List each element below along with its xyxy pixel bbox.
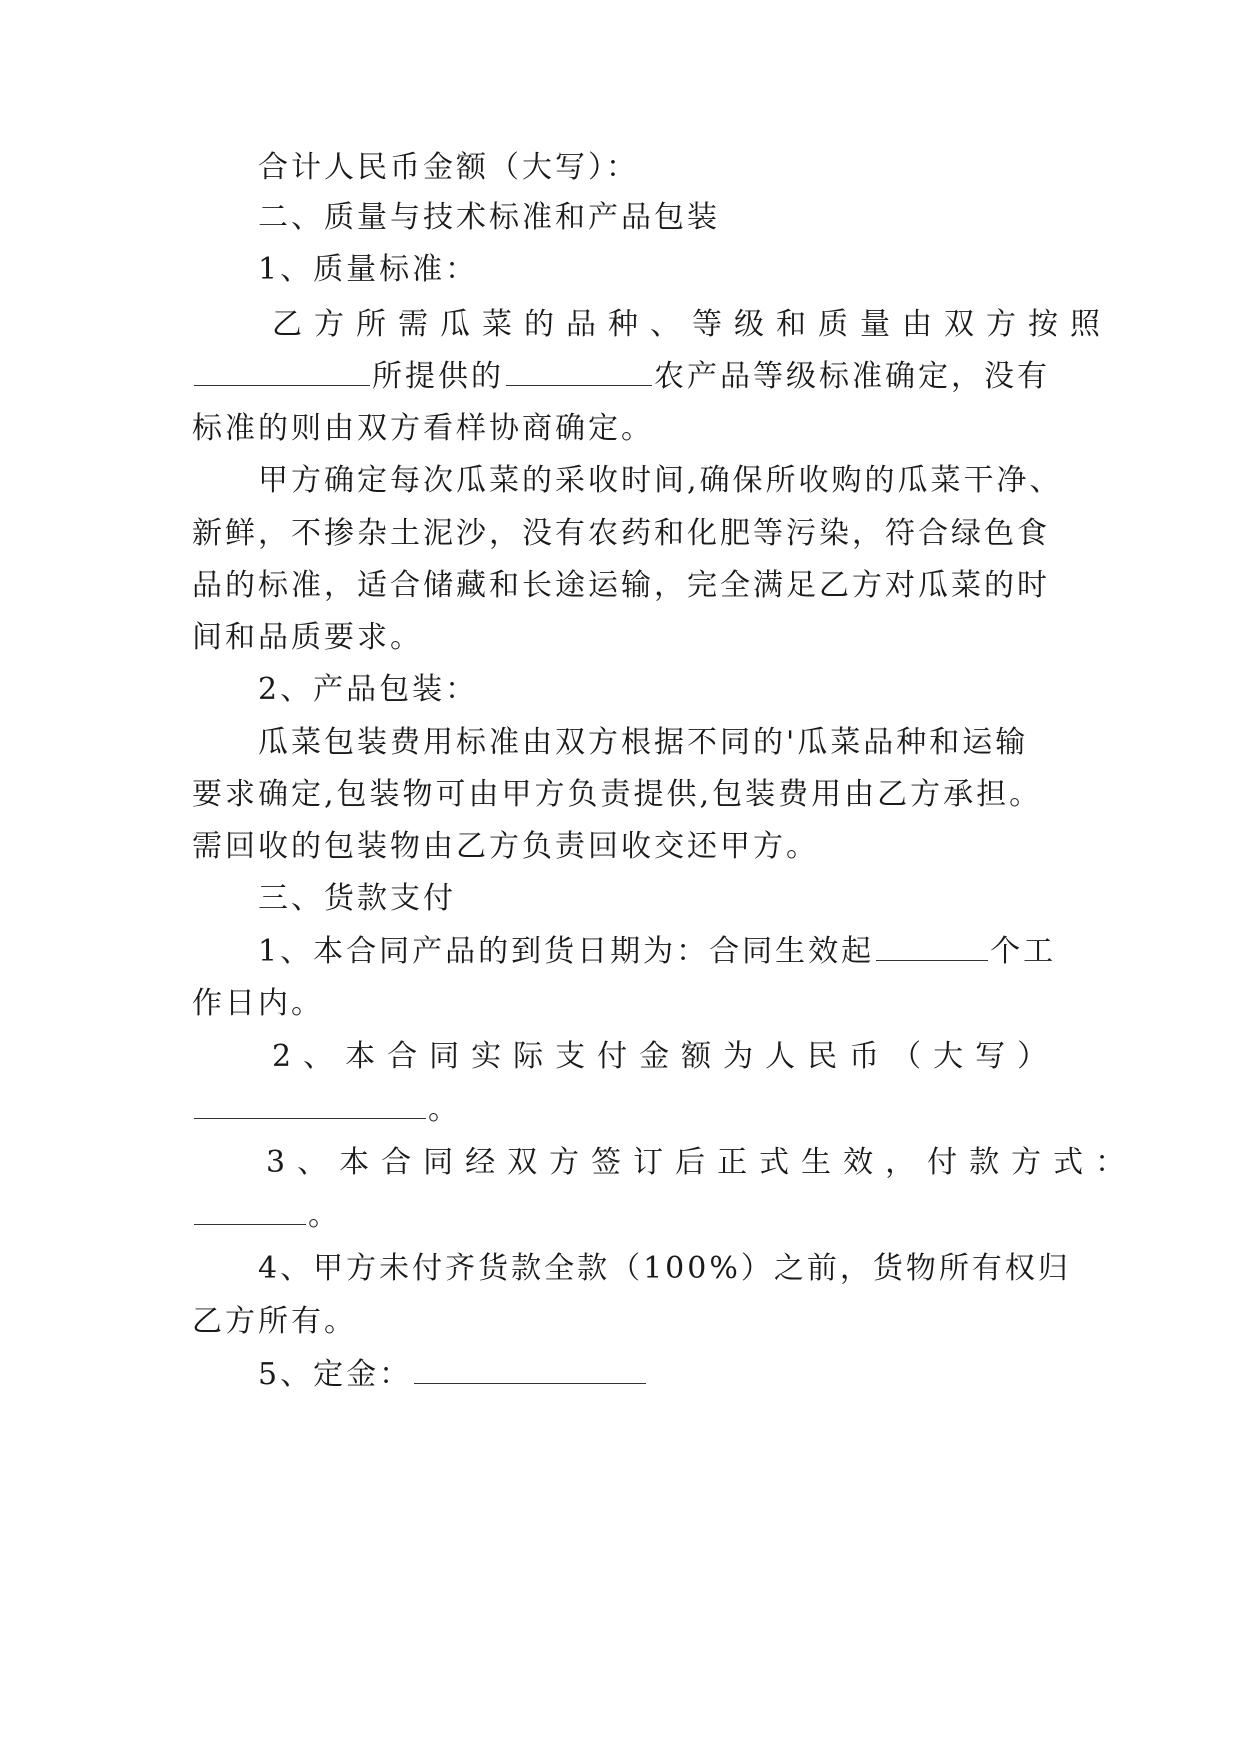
- paragraph-line: 标准的则由双方看样协商确定。: [192, 411, 654, 446]
- paragraph-line: 间和品质要求。: [192, 620, 423, 655]
- paragraph-line: 。: [0, 1090, 1241, 1130]
- paragraph-line: 2、本合同实际支付金额为人民币（大写）: [272, 1039, 1060, 1074]
- blank-field: [194, 1092, 426, 1119]
- paragraph-line: 作日内。: [192, 986, 324, 1021]
- paragraph-line: 。: [0, 1196, 1241, 1236]
- paragraph-line: 5、定金：: [0, 1355, 1241, 1395]
- paragraph-line: 甲方确定每次瓜菜的采收时间,确保所收购的瓜菜干净、: [258, 463, 1063, 498]
- subheading-packaging: 2、产品包装：: [258, 672, 479, 707]
- paragraph-line: 新鲜，不掺杂土泥沙，没有农药和化肥等污染，符合绿色食: [192, 516, 1050, 551]
- paragraph-line: 要求确定,包装物可由甲方负责提供,包装费用由乙方承担。: [192, 777, 1043, 812]
- blank-field: [414, 1357, 646, 1384]
- paragraph-line: 需回收的包装物由乙方负责回收交还甲方。: [192, 829, 819, 864]
- paragraph-line: 品的标准，适合储藏和长途运输，完全满足乙方对瓜菜的时: [192, 568, 1050, 603]
- blank-field: [506, 359, 652, 386]
- paragraph-line: 乙方所需瓜菜的品种、等级和质量由双方按照: [272, 307, 1112, 342]
- paragraph-line: 4、甲方未付齐货款全款（100%）之前，货物所有权归: [258, 1251, 1071, 1286]
- paragraph-line: 1、本合同产品的到货日期为：合同生效起 个工: [258, 934, 1057, 969]
- blank-field: [194, 359, 370, 386]
- blank-field: [194, 1198, 306, 1225]
- total-amount-label: 合计人民币金额（大写）：: [258, 150, 639, 185]
- paragraph-line: 3、本合同经双方签订后正式生效，付款方式：: [266, 1145, 1138, 1180]
- blank-field: [876, 934, 988, 961]
- section-heading-payment: 三、货款支付: [258, 881, 456, 916]
- paragraph-line: 乙方所有。: [192, 1304, 357, 1339]
- section-heading-quality: 二、质量与技术标准和产品包装: [258, 200, 720, 235]
- paragraph-line: 瓜菜包装费用标准由双方根据不同的'瓜菜品种和运输: [258, 725, 1029, 760]
- paragraph-line: 所提供的 农产品等级标准确定，没有: [0, 357, 1241, 397]
- subheading-quality-standard: 1、质量标准：: [258, 252, 479, 287]
